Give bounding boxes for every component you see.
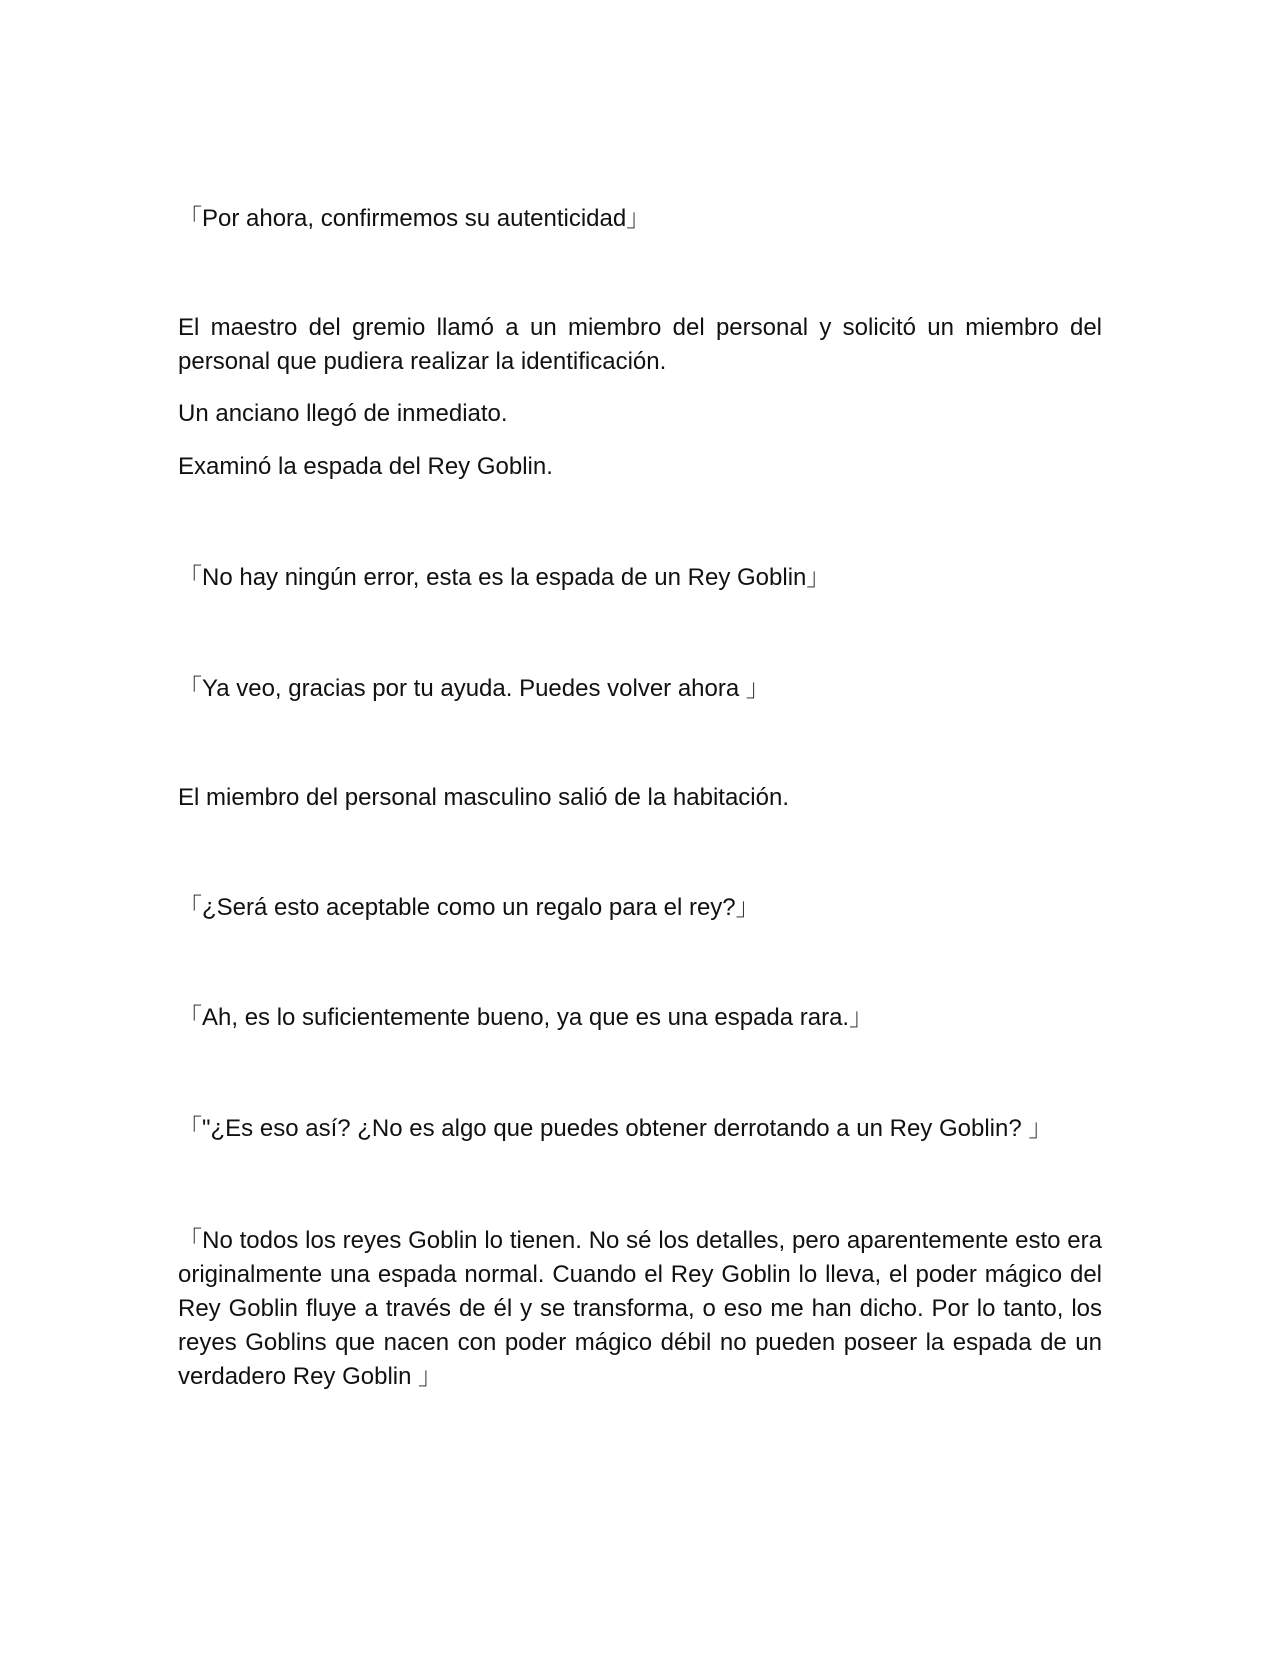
dialogue-line: 「Ya veo, gracias por tu ayuda. Puedes volver ahora 」: [178, 675, 770, 702]
narration-paragraph: El miembro del personal masculino salió de la habitación.: [178, 784, 789, 811]
dialogue-paragraph: 「No todos los reyes Goblin lo tienen. No sé los detalles, pero aparentemente esto era originalmente una espada normal. Cuando el Rey Goblin lo lleva, el poder mágico del Rey Goblin fluye a través de él y se transforma, o eso me han dicho. Por lo tanto, los reyes Goblins que nacen con poder mágico débil no pueden poseer la espada de un verdadero Rey Goblin 」: [178, 1227, 1102, 1390]
dialogue-line: 「¿Será esto aceptable como un regalo para el rey?」: [178, 894, 760, 921]
narration-paragraph: Un anciano llegó de inmediato.: [178, 400, 508, 427]
dialogue-line: 「No hay ningún error, esta es la espada de un Rey Goblin」: [178, 564, 831, 591]
dialogue-line: 「Por ahora, confirmemos su autenticidad」: [178, 205, 651, 232]
dialogue-line: 「Ah, es lo suficientemente bueno, ya que es una espada rara.」: [178, 1004, 874, 1031]
narration-paragraph: Examinó la espada del Rey Goblin.: [178, 453, 553, 480]
narration-paragraph: El maestro del gremio llamó a un miembro del personal y solicitó un miembro del personal que pudiera realizar la identificación.: [178, 314, 1102, 375]
dialogue-line: 「"¿Es eso así? ¿No es algo que puedes obtener derrotando a un Rey Goblin? 」: [178, 1115, 1053, 1142]
